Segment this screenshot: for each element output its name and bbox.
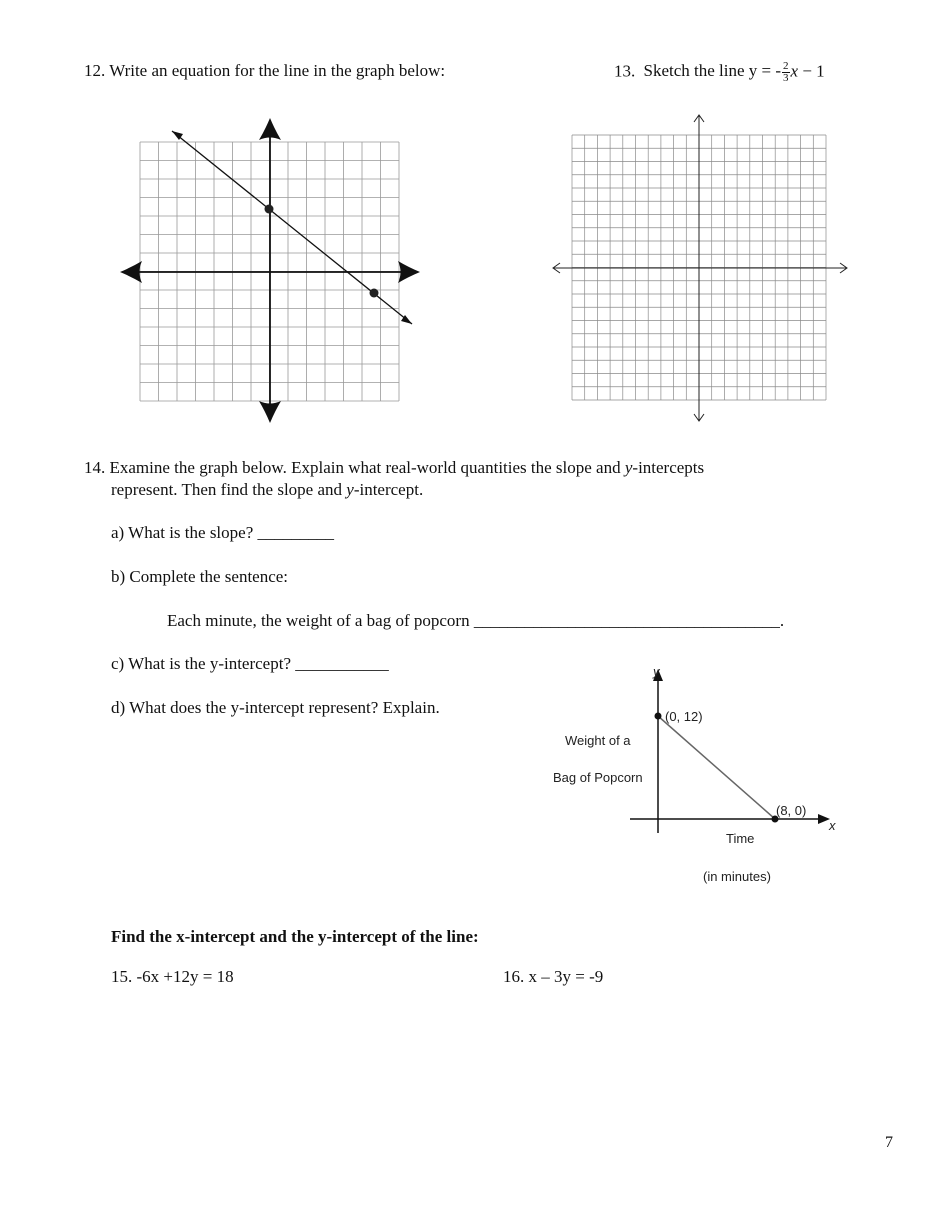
q14-line1-var: y <box>624 458 633 477</box>
q13-text: Sketch the line y = - <box>643 61 782 81</box>
popcorn-y-axis-label: y <box>653 664 660 679</box>
q13-prompt <box>614 61 825 84</box>
q14-line2 <box>111 480 423 500</box>
q13-number: 13. <box>614 61 636 81</box>
section-heading: Find the x-intercept and the y-intercept of the line: <box>111 927 479 946</box>
q14-part-a: a) What is the slope? _________ <box>111 523 335 542</box>
popcorn-point-1 <box>655 713 662 720</box>
popcorn-graph <box>620 665 850 845</box>
popcorn-ylabel-1: Weight of a <box>565 733 631 748</box>
q13-expr-rest: − 1 <box>798 61 825 81</box>
q14-line2-b: -intercept. <box>353 480 424 499</box>
q12-point-2 <box>370 289 379 298</box>
popcorn-xlabel-1: Time <box>726 831 755 846</box>
q13-fraction <box>782 61 790 84</box>
page-number: 7 <box>885 1134 893 1151</box>
q16: 16. x – 3y = -9 <box>503 967 604 986</box>
q13-expr-var: x <box>790 61 799 81</box>
q13-frac-num: 2 <box>783 60 789 72</box>
q14-sentence: Each minute, the weight of a bag of popcorn ____________________________________. <box>167 611 785 630</box>
popcorn-point-1-label: (0, 12) <box>665 709 703 724</box>
popcorn-ylabel-2: Bag of Popcorn <box>553 770 643 785</box>
q12-y-arrow-up <box>259 118 281 140</box>
q14-part-c: c) What is the y-intercept? ___________ <box>111 654 389 673</box>
q12-graph <box>110 115 430 425</box>
q12-prompt <box>84 61 445 81</box>
q14-line1-b: -intercepts <box>632 458 705 477</box>
popcorn-line <box>658 716 775 819</box>
popcorn-point-2-label: (8, 0) <box>776 803 807 818</box>
q13-frac-den: 3 <box>783 72 789 84</box>
popcorn-xlabel-2: (in minutes) <box>703 869 771 884</box>
q14-line2-var: y <box>346 480 354 499</box>
q14-line1 <box>84 458 704 478</box>
popcorn-x-axis-label: x <box>829 818 836 833</box>
q14-number: 14. <box>84 458 106 477</box>
q14-part-b: b) Complete the sentence: <box>111 567 289 586</box>
q14-part-d: d) What does the y-intercept represent? Explain. <box>111 698 440 717</box>
q12-point-1 <box>265 205 274 214</box>
q12-text: Write an equation for the line in the graph below: <box>109 61 446 80</box>
q12-x-arrow-left <box>120 261 142 283</box>
q12-number: 12. <box>84 61 106 80</box>
q12-x-arrow-right <box>398 261 420 283</box>
q14-line1-a: Examine the graph below. Explain what real-world quantities the slope and <box>109 458 625 477</box>
q15: 15. -6x +12y = 18 <box>111 967 234 986</box>
q14-line2-a: represent. Then find the slope and <box>111 480 347 499</box>
q13-graph <box>550 112 850 424</box>
q12-y-arrow-down <box>259 401 281 423</box>
